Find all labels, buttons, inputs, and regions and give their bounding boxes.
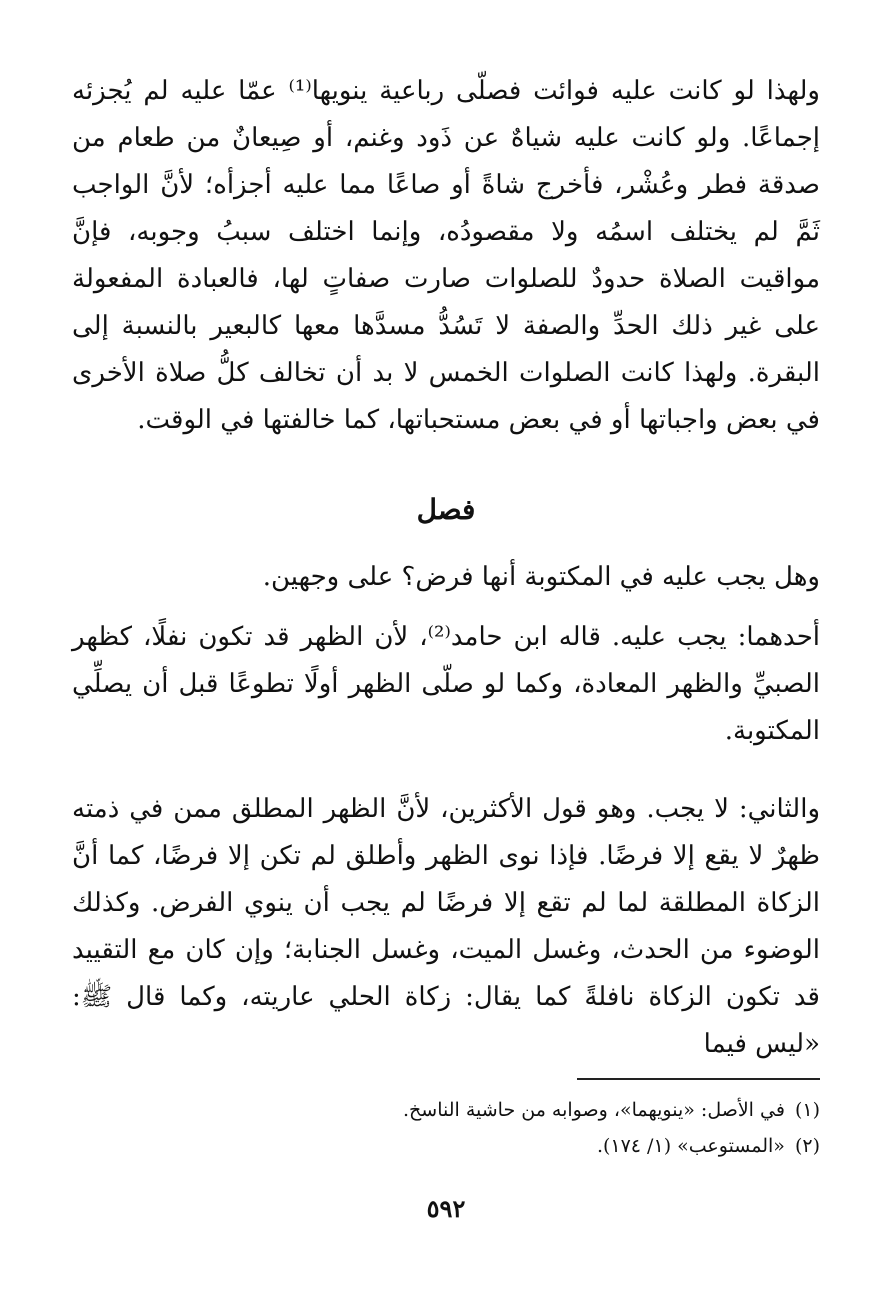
footnote-2-number: (٢) (794, 1135, 820, 1157)
footnote-1-number: (١) (794, 1099, 820, 1121)
paragraph-1: ولهذا لو كانت عليه فوائت فصلّى رباعية ينويها⁽¹⁾ عمّا عليه لم يُجزئه إجماعًا. ولو كانت عليه شياهٌ عن ذَود وغنم، أو صِيعانٌ من طعام من صدقة فطر وعُشْر، فأخرج شاةً أو صاعًا مما عليه أجزأه؛ لأنَّ الواجب ثَمَّ لم يختلف اسمُه ولا مقصودُه، وإنما اختلف سببُ وجوبه، فإنَّ مواقيت الصلاة حدودٌ للصلوات صارت صفاتٍ لها، فالعبادة المفعولة على غير ذلك الحدِّ والصفة لا تَسُدُّ مسدَّها معها كالبعير بالنسبة إلى البقرة. ولهذا كانت الصلوات الخمس لا بد أن تخالف كلُّ صلاة الأخرى في بعض واجباتها أو في بعض مستحباتها، كما خالفتها في الوقت. (72, 76, 820, 435)
paragraph-block-3 (72, 614, 820, 755)
paragraph-3: أحدهما: يجب عليه. قاله ابن حامد⁽²⁾، لأن الظهر قد تكون نفلًا، كظهر الصبيِّ والظهر المعادة، وكما لو صلّى الظهر أولًا تطوعًا قبل أن يصلِّي المكتوبة. (72, 622, 820, 746)
paragraph-block-2 (72, 554, 820, 601)
page-number: ٥٩٢ (426, 1194, 466, 1223)
paragraph-4: والثاني: لا يجب. وهو قول الأكثرين، لأنَّ الظهر المطلق ممن في ذمته ظهرٌ لا يقع إلا فرضًا. فإذا نوى الظهر وأطلق لم تكن إلا فرضًا، كما أنَّ الزكاة المطلقة لما لم تقع إلا فرضًا لم يجب أن ينوي الفرض. وكذلك الوضوء من الحدث، وغسل الميت، وغسل الجنابة؛ وإن كان مع التقييد قد تكون الزكاة نافلةً كما يقال: زكاة الحلي عاريته، وكما قال ﷺ: «ليس فيما (72, 794, 820, 1059)
paragraph-block-1 (72, 68, 820, 444)
footnote-2 (72, 1128, 820, 1164)
footnote-separator (577, 1078, 820, 1080)
paragraph-2: وهل يجب عليه في المكتوبة أنها فرض؟ على وجهين. (262, 562, 820, 592)
footnote-1-text: في الأصل: «ينويهما»، وصوابه من حاشية الناسخ. (402, 1099, 785, 1121)
paragraph-block-4 (72, 786, 820, 1068)
section-heading: فصل (416, 493, 476, 526)
footnote-1 (72, 1092, 820, 1128)
footnotes (72, 1092, 820, 1164)
footnote-2-text: «المستوعب» (١/ ١٧٤). (596, 1135, 785, 1157)
